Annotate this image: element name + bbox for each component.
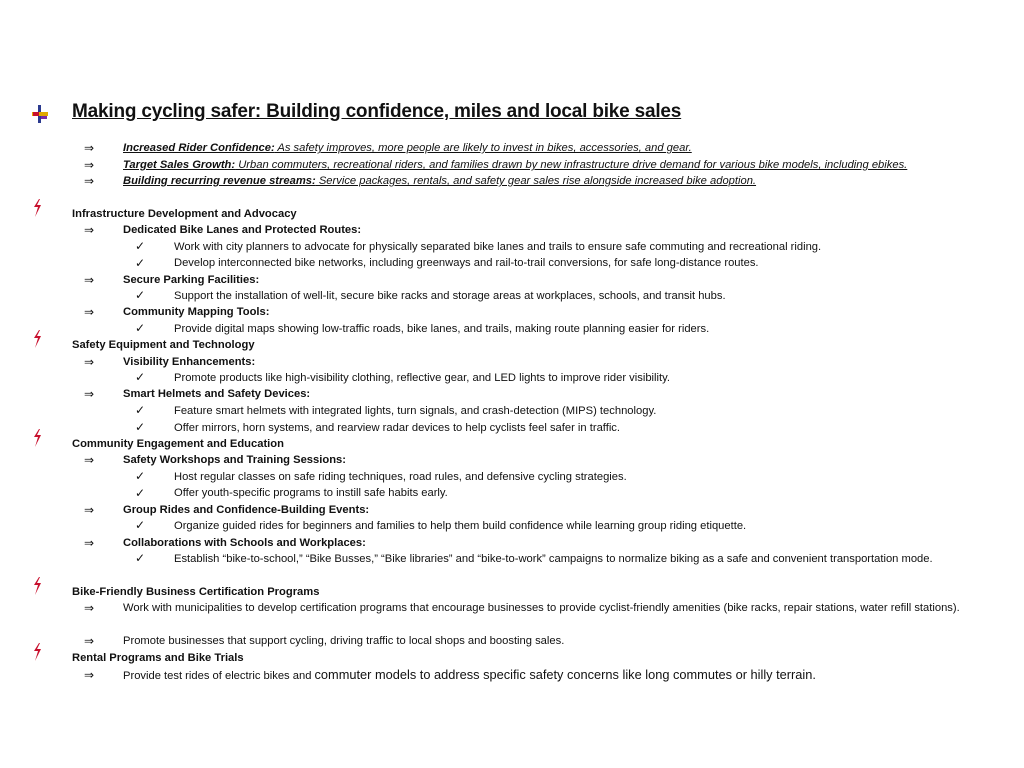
intro-text: Service packages, rentals, and safety gear sales rise alongside increased bike adoption.	[315, 175, 757, 187]
subsection-label: Visibility Enhancements:	[123, 356, 256, 368]
double-arrow-icon: ⇒	[84, 355, 95, 369]
checkmark-icon: ✓	[135, 420, 146, 434]
intro-item	[123, 157, 907, 173]
specialized-s-logo-icon	[31, 576, 43, 596]
list-item: Organize guided rides for beginners and families to help them build confidence while learning group riding etiquette.	[174, 520, 747, 532]
section-heading: Safety Equipment and Technology	[72, 339, 255, 351]
intro-text: Urban commuters, recreational riders, and families drawn by new infrastructure drive demand for various bike models, including ebikes.	[235, 159, 908, 171]
section-heading: Rental Programs and Bike Trials	[72, 652, 244, 664]
double-arrow-icon: ⇒	[84, 536, 95, 550]
list-item: Provide digital maps showing low-traffic roads, bike lanes, and trails, making route planning easier for riders.	[174, 323, 710, 335]
subsection-label: Smart Helmets and Safety Devices:	[123, 388, 311, 400]
list-item: Offer mirrors, horn systems, and rearview radar devices to help cyclists feel safer in traffic.	[174, 422, 621, 434]
double-arrow-icon: ⇒	[84, 223, 95, 237]
subsection-label: Community Mapping Tools:	[123, 306, 270, 318]
list-item-text-small: Provide test rides of electric bikes and	[123, 670, 315, 682]
checkmark-icon: ✓	[135, 288, 146, 302]
list-item: Promote products like high-visibility clothing, reflective gear, and LED lights to improve rider visibility.	[174, 372, 670, 384]
double-arrow-icon: ⇒	[84, 387, 95, 401]
double-arrow-icon: ⇒	[84, 158, 95, 172]
double-arrow-icon: ⇒	[84, 503, 95, 517]
double-arrow-icon: ⇒	[84, 305, 95, 319]
intro-item	[123, 173, 756, 189]
double-arrow-icon: ⇒	[84, 668, 95, 682]
checkmark-icon: ✓	[135, 469, 146, 483]
list-item: Promote businesses that support cycling, driving traffic to local shops and boosting sales.	[123, 635, 565, 647]
list-item: Work with city planners to advocate for physically separated bike lanes and trails to ensure safe commuting and recreational riding.	[174, 241, 822, 253]
intro-label: Target Sales Growth:	[123, 159, 236, 171]
list-item-text-large: commuter models to address specific safety concerns like long commutes or hilly terrain.	[314, 667, 816, 682]
checkmark-icon: ✓	[135, 370, 146, 384]
list-item: Develop interconnected bike networks, including greenways and rail-to-trail conversions, for safe long-distance routes.	[174, 257, 759, 269]
specialized-s-logo-icon	[31, 428, 43, 448]
checkmark-icon: ✓	[135, 551, 146, 565]
checkmark-icon: ✓	[135, 321, 146, 335]
subsection-label: Group Rides and Confidence-Building Events:	[123, 504, 370, 516]
checkmark-icon: ✓	[135, 486, 146, 500]
intro-label: Increased Rider Confidence:	[123, 142, 275, 154]
intro-text: As safety improves, more people are likely to invest in bikes, accessories, and gear.	[274, 142, 692, 154]
double-arrow-icon: ⇒	[84, 174, 95, 188]
list-item: Establish “bike-to-school,” “Bike Busses,” “Bike libraries” and “bike-to-work” campaigns to normalize biking as a safe and convenient transportation mode.	[174, 553, 933, 565]
list-item: Work with municipalities to develop certification programs that encourage businesses to provide cyclist-friendly amenities (bike racks, repair stations, water refill stations).	[123, 602, 960, 614]
intro-item	[123, 140, 692, 156]
subsection-label: Secure Parking Facilities:	[123, 274, 260, 286]
checkmark-icon: ✓	[135, 403, 146, 417]
checkmark-icon: ✓	[135, 518, 146, 532]
double-arrow-icon: ⇒	[84, 141, 95, 155]
list-item: Offer youth-specific programs to instill safe habits early.	[174, 487, 448, 499]
checkmark-icon: ✓	[135, 239, 146, 253]
subsection-label: Dedicated Bike Lanes and Protected Routes:	[123, 224, 362, 236]
section-heading: Community Engagement and Education	[72, 438, 284, 450]
pin-plus-icon	[30, 104, 50, 124]
section-heading: Bike-Friendly Business Certification Programs	[72, 586, 320, 598]
specialized-s-logo-icon	[31, 198, 43, 218]
list-item: Feature smart helmets with integrated lights, turn signals, and crash-detection (MIPS) technology.	[174, 405, 657, 417]
list-item: Support the installation of well-lit, secure bike racks and storage areas at workplaces, schools, and transit hubs.	[174, 290, 726, 302]
double-arrow-icon: ⇒	[84, 601, 95, 615]
intro-label: Building recurring revenue streams:	[123, 175, 316, 187]
list-item: Host regular classes on safe riding techniques, road rules, and defensive cycling strategies.	[174, 471, 627, 483]
subsection-label: Safety Workshops and Training Sessions:	[123, 454, 346, 466]
specialized-s-logo-icon	[31, 642, 43, 662]
section-heading: Infrastructure Development and Advocacy	[72, 208, 297, 220]
double-arrow-icon: ⇒	[84, 634, 95, 648]
double-arrow-icon: ⇒	[84, 453, 95, 467]
list-item	[123, 667, 816, 684]
specialized-s-logo-icon	[31, 329, 43, 349]
checkmark-icon: ✓	[135, 256, 146, 270]
subsection-label: Collaborations with Schools and Workplaces:	[123, 537, 366, 549]
double-arrow-icon: ⇒	[84, 273, 95, 287]
page-title: Making cycling safer: Building confidence, miles and local bike sales	[72, 101, 682, 122]
